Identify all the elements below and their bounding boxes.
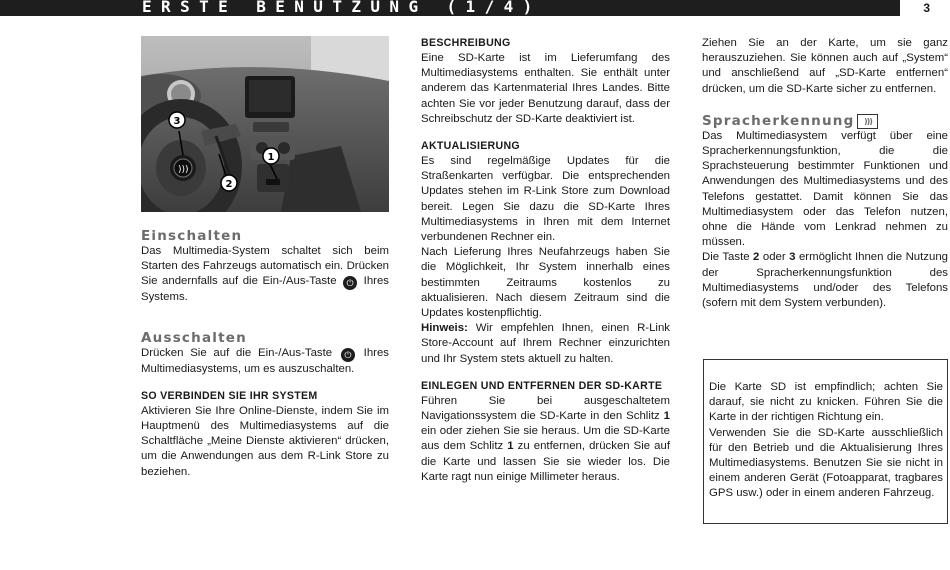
sprach-text-b: oder	[762, 251, 786, 264]
notice-paragraph-1: Die Karte SD ist empfindlich; achten Sie darauf, sie nicht zu knicken. Führen Sie die Karte in der richtigen Richtung ein.	[709, 381, 943, 424]
sprach-text-a: Die Taste	[702, 251, 750, 264]
einschalten-text-a: Das Multimedia-System schaltet sich beim Starten des Fahrzeugs automatisch ein. Drücken Sie andernfalls auf die Ein-/Aus-Taste	[141, 245, 389, 288]
verbinden-heading: SO VERBINDEN SIE IHR SYSTEM	[141, 389, 318, 402]
slot-number-1b: 1	[507, 440, 514, 453]
voice-icon: )))	[857, 114, 878, 129]
einlegen-text-b: ein oder ziehen Sie sie heraus. Um die SD-Karte aus dem Schlitz	[421, 425, 670, 453]
power-icon: ⏻	[341, 348, 355, 362]
spracherkennung-paragraph-2	[702, 250, 948, 311]
chapter-title: ERSTE BENUTZUNG (1/4)	[142, 0, 542, 16]
aktualisierung-heading: AKTUALISIERUNG	[421, 140, 520, 153]
power-icon: ⏻	[343, 276, 357, 290]
verbinden-paragraph: Aktivieren Sie Ihre Online-Dienste, indem Sie im Hauptmenü des Multimediasystems auf die Schaltfläche „Meine Dienste aktivieren“ drücken, um die Anwendungen aus dem R-Link Store zu beziehen.	[141, 404, 389, 478]
button-number-3: 3	[789, 251, 796, 264]
dashboard-illustration	[141, 36, 389, 212]
ausschalten-heading: Ausschalten	[141, 329, 247, 346]
callout-1: 1	[267, 152, 275, 163]
svg-text:))): )))	[178, 165, 189, 175]
einlegen-text-c: zu entfernen, drücken Sie auf die Karte und lassen Sie sie wieder los. Die Karte ragt nun einige Millimeter heraus.	[421, 440, 671, 483]
aktualisierung-paragraph-1: Es sind regelmäßige Updates für die Straßenkarten verfügbar. Die entsprechenden Updates stehen im R-Link Store zum Download bereit. Legen Sie dazu die SD-Karte Ihres Multimediasystems in Ihren mit dem Internet verbundenen Rechner ein.	[421, 155, 670, 244]
ausschalten-text-b: Ihres Multimediasystems, um es auszuschalten.	[141, 346, 389, 375]
ausschalten-paragraph	[141, 346, 389, 377]
slot-number-1: 1	[663, 410, 670, 423]
spracherkennung-heading	[702, 113, 948, 129]
callout-3: 3	[173, 116, 181, 127]
aktualisierung-paragraph-2: Nach Lieferung Ihres Neufahrzeugs haben Sie die Möglichkeit, Ihr System innerhalb eines bestimmten Zeitraums kostenlos zu aktualisieren. Nach diesem Zeitraum sind die Updates kostenpflichtig.	[421, 246, 670, 320]
einschalten-text-b: Ihres Systems.	[141, 275, 389, 304]
hinweis-text: Wir empfehlen Ihnen, einen R-Link Store-Account auf Ihrem Rechner einzurichten und Ihr System stets aktuell zu halten.	[421, 322, 670, 365]
sd-card-notice-box	[703, 359, 948, 524]
spracherkennung-title: Spracherkennung	[702, 112, 855, 129]
page-number: 3	[900, 0, 950, 16]
hinweis-label: Hinweis:	[421, 322, 468, 335]
callout-2: 2	[225, 179, 233, 190]
column-left	[141, 228, 389, 480]
column-right	[702, 36, 948, 311]
einlegen-text-a: Führen Sie bei ausgeschaltetem Navigationssystem die SD-Karte in den Schlitz	[421, 394, 670, 423]
einlegen-paragraph	[421, 394, 670, 485]
hinweis-paragraph	[421, 321, 670, 367]
column-middle	[421, 36, 670, 485]
einlegen-heading: EINLEGEN UND ENTFERNEN DER SD-KARTE	[421, 379, 663, 392]
einschalten-heading: Einschalten	[141, 228, 243, 244]
page-header	[0, 0, 950, 16]
beschreibung-heading: BESCHREIBUNG	[421, 37, 511, 49]
beschreibung-paragraph: Eine SD-Karte ist im Lieferumfang des Multimediasystems enthalten. Sie enthält unter anderem das Kartenmaterial Ihres Landes. Bitte achten Sie vor jeder Benutzung darauf, dass der Schreibschutz der SD-Karte deaktiviert ist.	[421, 52, 670, 125]
button-number-2: 2	[753, 251, 760, 264]
dashboard-photo	[141, 36, 389, 212]
einschalten-paragraph	[141, 244, 389, 306]
ausschalten-text-a: Drücken Sie auf die Ein-/Aus-Taste	[141, 346, 333, 359]
sprach-text-c: ermöglicht Ihnen die Nutzung der Spracherkennungsfunktion des Multimediasystems und/oder des Telefons (sofern mit dem System verbunden).	[702, 251, 949, 310]
notice-paragraph-2: Verwenden Sie die SD-Karte ausschließlich für den Betrieb und die Aktualisierung Ihres Multimediasystems. Benutzen Sie sie nicht in einem anderen Gerät (Fotoapparat, tragbares GPS usw.) oder in einem anderen Fahrzeug.	[709, 426, 943, 500]
ziehen-paragraph: Ziehen Sie an der Karte, um sie ganz herauszuziehen. Sie können auch auf „System“ und anschließend auf „SD-Karte entfernen“ drücken, um die SD-Karte sicher zu entfernen.	[702, 37, 948, 95]
spracherkennung-paragraph-1: Das Multimediasystem verfügt über eine Spracherkennungsfunktion, die die Sprachsteuerung bestimmter Funktionen und Anwendungen des Multimediasystems und des Telefons gestattet. Damit können Sie das Multimediasystem oder das Telefon nutzen, ohne die Hände vom Lenkrad nehmen zu müssen.	[702, 129, 948, 249]
